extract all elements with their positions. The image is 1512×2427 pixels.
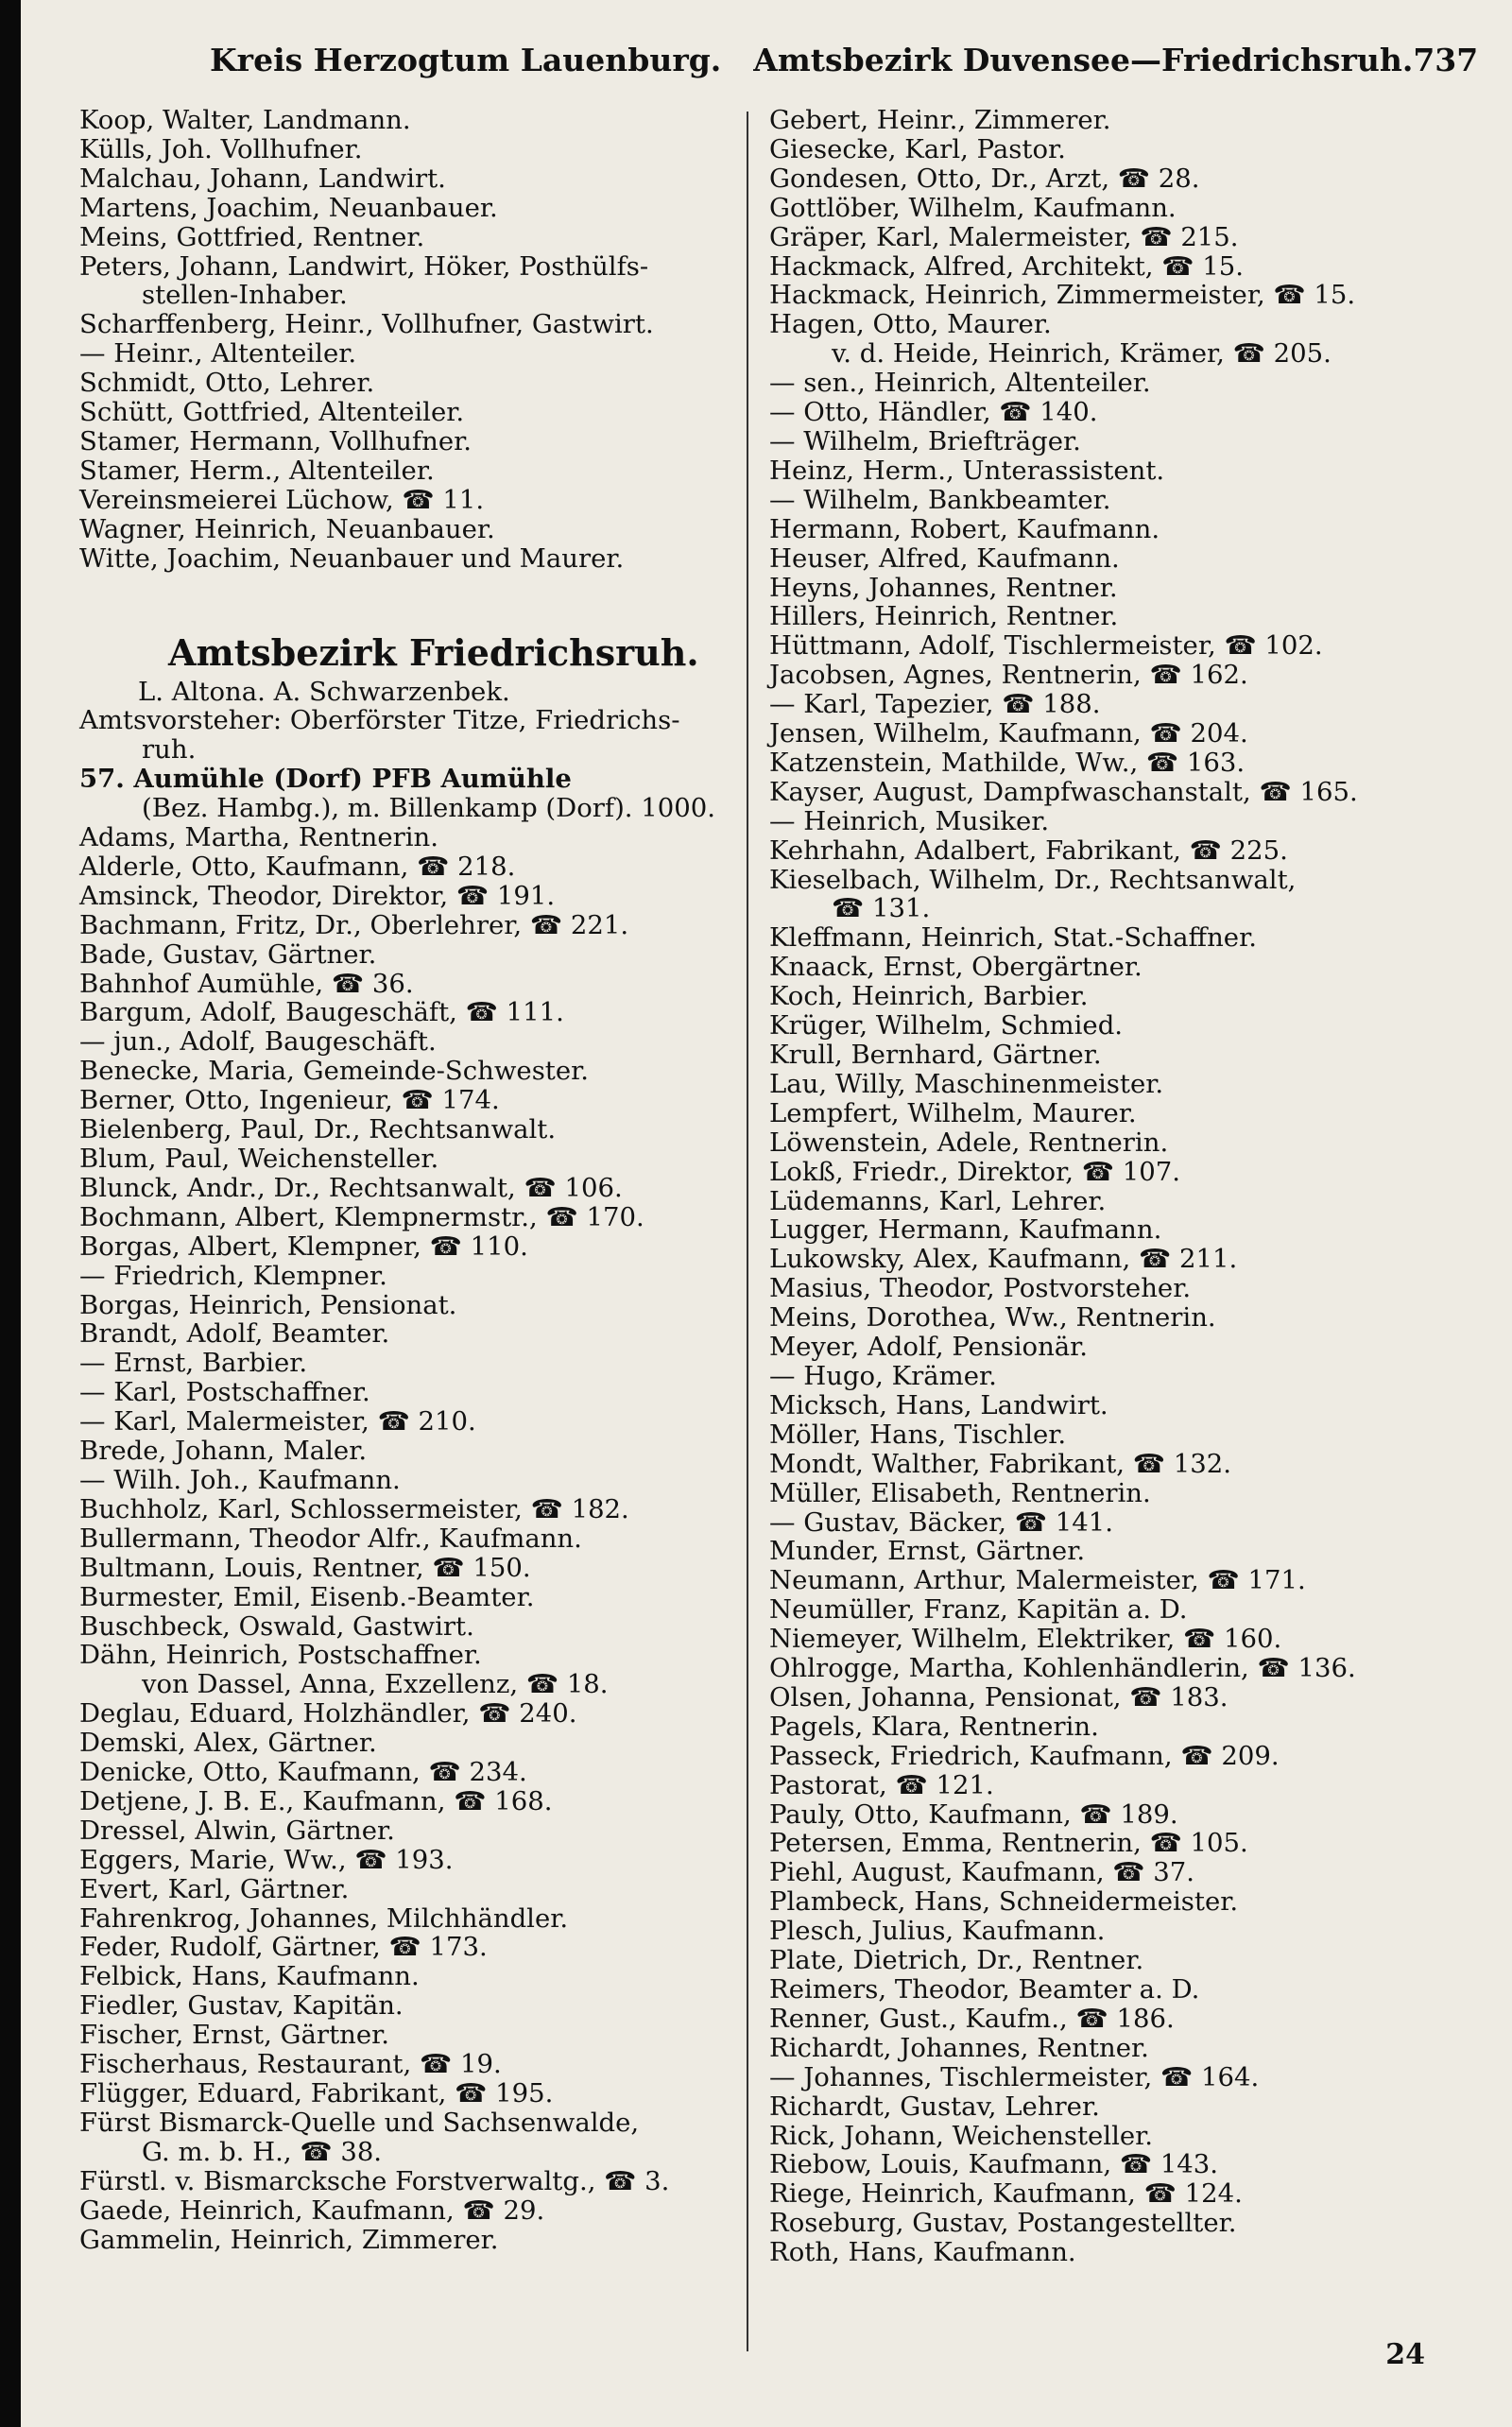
directory-entry: Demski, Alex, Gärtner. xyxy=(79,1728,377,1759)
directory-entry: Stamer, Hermann, Vollhufner. xyxy=(79,425,472,456)
directory-entry: Burmester, Emil, Eisenb.-Beamter. xyxy=(79,1581,535,1612)
directory-entry: Passeck, Friedrich, Kaufmann, ☎ 209. xyxy=(769,1740,1280,1771)
directory-entry: Niemeyer, Wilhelm, Elektriker, ☎ 160. xyxy=(769,1624,1282,1655)
directory-entry: Richardt, Johannes, Rentner. xyxy=(769,2032,1149,2063)
directory-entry: Buchholz, Karl, Schlossermeister, ☎ 182. xyxy=(79,1493,629,1524)
directory-entry: — Karl, Tapezier, ☎ 188. xyxy=(769,689,1101,720)
directory-entry: Wagner, Heinrich, Neuanbauer. xyxy=(79,513,495,544)
directory-entry: Heyns, Johannes, Rentner. xyxy=(769,572,1118,603)
directory-entry: Hillers, Heinrich, Rentner. xyxy=(769,601,1119,632)
directory-entry: Bade, Gustav, Gärtner. xyxy=(79,938,377,970)
directory-entry: — jun., Adolf, Baugeschäft. xyxy=(79,1026,437,1058)
directory-entry: Giesecke, Karl, Pastor. xyxy=(769,133,1066,164)
directory-entry: Borgas, Heinrich, Pensionat. xyxy=(79,1289,457,1320)
entry-continuation: ruh. xyxy=(142,734,197,766)
directory-entry: Krull, Bernhard, Gärtner. xyxy=(769,1040,1102,1070)
left-column xyxy=(79,106,731,2254)
directory-entry: Deglau, Eduard, Holzhändler, ☎ 240. xyxy=(79,1698,577,1730)
directory-entry: Blunck, Andr., Dr., Rechtsanwalt, ☎ 106. xyxy=(79,1172,623,1203)
column-divider xyxy=(747,112,748,2351)
directory-entry: Stamer, Herm., Altenteiler. xyxy=(79,455,435,486)
directory-entry: Peters, Johann, Landwirt, Höker, Posthülfs- xyxy=(79,250,649,282)
directory-entry: Möller, Hans, Tischler. xyxy=(769,1419,1067,1450)
directory-entry: Pauly, Otto, Kaufmann, ☎ 189. xyxy=(769,1799,1178,1830)
right-column xyxy=(769,106,1497,2267)
directory-entry: Micksch, Hans, Landwirt. xyxy=(769,1389,1108,1420)
header-amtsbezirk: Amtsbezirk Duvensee—Friedrichsruh. xyxy=(753,42,1414,78)
directory-entry: Alderle, Otto, Kaufmann, ☎ 218. xyxy=(79,851,516,882)
directory-entry: Pastorat, ☎ 121. xyxy=(769,1769,994,1800)
directory-entry: Plambeck, Hans, Schneidermeister. xyxy=(769,1886,1239,1918)
directory-entry: Bochmann, Albert, Klempnermstr., ☎ 170. xyxy=(79,1201,644,1232)
directory-entry: — Wilh. Joh., Kaufmann. xyxy=(79,1464,401,1495)
directory-entry: Fürst Bismarck-Quelle und Sachsenwalde, xyxy=(79,2107,640,2138)
directory-entry: — Otto, Händler, ☎ 140. xyxy=(769,397,1098,428)
directory-entry: Witte, Joachim, Neuanbauer und Maurer. xyxy=(79,542,625,574)
directory-entry: Bahnhof Aumühle, ☎ 36. xyxy=(79,968,414,999)
directory-entry: Lukowsky, Alex, Kaufmann, ☎ 211. xyxy=(769,1244,1238,1275)
directory-entry: Heuser, Alfred, Kaufmann. xyxy=(769,542,1120,574)
entry-continuation: von Dassel, Anna, Exzellenz, ☎ 18. xyxy=(142,1669,609,1700)
directory-entry: Jensen, Wilhelm, Kaufmann, ☎ 204. xyxy=(769,718,1248,749)
directory-entry: Kehrhahn, Adalbert, Fabrikant, ☎ 225. xyxy=(769,835,1288,866)
section-subtitle: L. Altona. A. Schwarzenbek. xyxy=(138,676,510,707)
directory-entry: Kleffmann, Heinrich, Stat.-Schaffner. xyxy=(769,922,1257,954)
directory-entry: Dressel, Alwin, Gärtner. xyxy=(79,1815,395,1846)
directory-entry: Eggers, Marie, Ww., ☎ 193. xyxy=(79,1844,454,1875)
directory-entry: Gebert, Heinr., Zimmerer. xyxy=(769,105,1111,135)
directory-entry: Krüger, Wilhelm, Schmied. xyxy=(769,1010,1124,1041)
directory-entry: Flügger, Eduard, Fabrikant, ☎ 195. xyxy=(79,2078,554,2109)
directory-entry: — Friedrich, Klempner. xyxy=(79,1260,387,1291)
directory-entry: Gaede, Heinrich, Kaufmann, ☎ 29. xyxy=(79,2195,545,2226)
directory-entry: Riebow, Louis, Kaufmann, ☎ 143. xyxy=(769,2149,1219,2180)
directory-entry: — Karl, Postschaffner. xyxy=(79,1377,370,1408)
directory-entry: Meyer, Adolf, Pensionär. xyxy=(769,1332,1089,1363)
directory-entry: Brede, Johann, Maler. xyxy=(79,1436,368,1467)
directory-entry: Piehl, August, Kaufmann, ☎ 37. xyxy=(769,1857,1195,1888)
directory-entry: Fischerhaus, Restaurant, ☎ 19. xyxy=(79,2049,502,2080)
directory-entry: Neumann, Arthur, Malermeister, ☎ 171. xyxy=(769,1565,1306,1596)
directory-entry: Löwenstein, Adele, Rentnerin. xyxy=(769,1127,1169,1158)
header-district: Kreis Herzogtum Lauenburg. xyxy=(210,42,722,78)
entry-continuation: (Bez. Hambg.), m. Billenkamp (Dorf). 1000. xyxy=(142,793,716,824)
place-heading: 57. Aumühle (Dorf) PFB Aumühle xyxy=(79,764,572,795)
signature-mark: 24 xyxy=(1385,2338,1425,2371)
directory-entry: Külls, Joh. Vollhufner. xyxy=(79,133,363,164)
page-number: 737 xyxy=(1413,42,1479,78)
directory-entry: Lokß, Friedr., Direktor, ☎ 107. xyxy=(769,1156,1180,1187)
directory-entry: Knaack, Ernst, Obergärtner. xyxy=(769,952,1143,983)
directory-entry: Fahrenkrog, Johannes, Milchhändler. xyxy=(79,1902,569,1934)
directory-entry: Detjene, J. B. E., Kaufmann, ☎ 168. xyxy=(79,1785,553,1816)
directory-entry: — Gustav, Bäcker, ☎ 141. xyxy=(769,1506,1114,1538)
directory-entry: Amtsvorsteher: Oberförster Titze, Friedrichs- xyxy=(79,705,680,736)
directory-entry: Kieselbach, Wilhelm, Dr., Rechtsanwalt, xyxy=(769,864,1297,895)
directory-entry: Meins, Gottfried, Rentner. xyxy=(79,221,425,252)
directory-entry: Ohlrogge, Martha, Kohlenhändlerin, ☎ 136. xyxy=(769,1653,1356,1684)
directory-entry: Munder, Ernst, Gärtner. xyxy=(769,1536,1086,1567)
directory-entry: Gräper, Karl, Malermeister, ☎ 215. xyxy=(769,221,1239,252)
directory-entry: Müller, Elisabeth, Rentnerin. xyxy=(769,1477,1151,1508)
spacer xyxy=(79,574,731,628)
directory-entry: Adams, Martha, Rentnerin. xyxy=(79,822,438,853)
directory-entry: Bachmann, Fritz, Dr., Oberlehrer, ☎ 221. xyxy=(79,909,629,940)
directory-entry: Bultmann, Louis, Rentner, ☎ 150. xyxy=(79,1552,531,1583)
directory-entry: — Wilhelm, Bankbeamter. xyxy=(769,484,1111,515)
directory-entry: Katzenstein, Mathilde, Ww., ☎ 163. xyxy=(769,747,1246,778)
directory-entry: Brandt, Adolf, Beamter. xyxy=(79,1318,390,1350)
directory-entry: Reimers, Theodor, Beamter a. D. xyxy=(769,1974,1200,2005)
directory-entry: Bargum, Adolf, Baugeschäft, ☎ 111. xyxy=(79,997,564,1028)
directory-entry: Lempfert, Wilhelm, Maurer. xyxy=(769,1097,1137,1128)
directory-entry: Roth, Hans, Kaufmann. xyxy=(769,2237,1076,2268)
directory-entry: Gammelin, Heinrich, Zimmerer. xyxy=(79,2224,499,2255)
directory-entry: Schütt, Gottfried, Altenteiler. xyxy=(79,397,465,428)
directory-entry: Koch, Heinrich, Barbier. xyxy=(769,981,1089,1012)
directory-entry: Neumüller, Franz, Kapitän a. D. xyxy=(769,1594,1188,1626)
directory-entry: Gondesen, Otto, Dr., Arzt, ☎ 28. xyxy=(769,163,1200,194)
directory-entry: Masius, Theodor, Postvorsteher. xyxy=(769,1273,1192,1304)
directory-entry: Bielenberg, Paul, Dr., Rechtsanwalt. xyxy=(79,1114,557,1145)
directory-entry: — Heinr., Altenteiler. xyxy=(79,338,357,370)
directory-entry: Roseburg, Gustav, Postangestellter. xyxy=(769,2208,1237,2239)
directory-entry: Heinz, Herm., Unterassistent. xyxy=(769,455,1165,486)
directory-entry: — Hugo, Krämer. xyxy=(769,1360,997,1391)
directory-entry: Felbick, Hans, Kaufmann. xyxy=(79,1961,420,1992)
directory-entry: Hermann, Robert, Kaufmann. xyxy=(769,513,1160,544)
directory-entry: Olsen, Johanna, Pensionat, ☎ 183. xyxy=(769,1681,1228,1713)
directory-entry: Schmidt, Otto, Lehrer. xyxy=(79,368,375,399)
entry-continuation: stellen-Inhaber. xyxy=(142,280,348,311)
directory-entry: Hagen, Otto, Maurer. xyxy=(769,309,1052,340)
directory-entry: Martens, Joachim, Neuanbauer. xyxy=(79,192,498,223)
directory-entry: Lau, Willy, Maschinenmeister. xyxy=(769,1068,1164,1099)
directory-entry: Richardt, Gustav, Lehrer. xyxy=(769,2091,1100,2122)
directory-entry: Koop, Walter, Landmann. xyxy=(79,105,411,135)
directory-entry: Mondt, Walther, Fabrikant, ☎ 132. xyxy=(769,1448,1231,1479)
directory-entry: Renner, Gust., Kaufm., ☎ 186. xyxy=(769,2003,1175,2034)
directory-entry: Gottlöber, Wilhelm, Kaufmann. xyxy=(769,192,1177,223)
directory-entry: Vereinsmeierei Lüchow, ☎ 11. xyxy=(79,484,485,515)
directory-entry: Petersen, Emma, Rentnerin, ☎ 105. xyxy=(769,1828,1248,1859)
directory-entry: Amsinck, Theodor, Direktor, ☎ 191. xyxy=(79,880,556,911)
directory-entry: — Johannes, Tischlermeister, ☎ 164. xyxy=(769,2061,1260,2092)
directory-entry: Riege, Heinrich, Kaufmann, ☎ 124. xyxy=(769,2178,1243,2210)
directory-entry: — sen., Heinrich, Altenteiler. xyxy=(769,368,1151,399)
directory-entry: Hackmack, Alfred, Architekt, ☎ 15. xyxy=(769,250,1244,282)
directory-entry: — Wilhelm, Briefträger. xyxy=(769,425,1081,456)
directory-entry: Scharffenberg, Heinr., Vollhufner, Gastwirt. xyxy=(79,309,654,340)
entry-continuation: ☎ 131. xyxy=(832,893,931,924)
directory-entry: — Ernst, Barbier. xyxy=(79,1348,308,1379)
section-title: Amtsbezirk Friedrichsruh. xyxy=(168,630,699,674)
directory-entry: — Karl, Malermeister, ☎ 210. xyxy=(79,1406,476,1437)
directory-entry: Berner, Otto, Ingenieur, ☎ 174. xyxy=(79,1085,500,1116)
directory-entry: — Heinrich, Musiker. xyxy=(769,805,1050,836)
entry-continuation: v. d. Heide, Heinrich, Krämer, ☎ 205. xyxy=(832,338,1332,370)
entry-continuation: G. m. b. H., ☎ 38. xyxy=(142,2136,383,2167)
directory-entry: Jacobsen, Agnes, Rentnerin, ☎ 162. xyxy=(769,660,1248,691)
directory-entry: Denicke, Otto, Kaufmann, ☎ 234. xyxy=(79,1757,527,1788)
directory-entry: Hüttmann, Adolf, Tischlermeister, ☎ 102. xyxy=(769,630,1323,662)
directory-entry: Plesch, Julius, Kaufmann. xyxy=(769,1916,1106,1947)
directory-entry: Hackmack, Heinrich, Zimmermeister, ☎ 15. xyxy=(769,280,1356,311)
directory-entry: Kayser, August, Dampfwaschanstalt, ☎ 165. xyxy=(769,776,1358,807)
directory-entry: Blum, Paul, Weichensteller. xyxy=(79,1144,439,1174)
directory-entry: Plate, Dietrich, Dr., Rentner. xyxy=(769,1945,1144,1976)
directory-entry: Evert, Karl, Gärtner. xyxy=(79,1873,350,1904)
directory-entry: Dähn, Heinrich, Postschaffner. xyxy=(79,1640,482,1671)
directory-entry: Lugger, Hermann, Kaufmann. xyxy=(769,1214,1162,1246)
running-head xyxy=(210,42,1479,89)
directory-entry: Feder, Rudolf, Gärtner, ☎ 173. xyxy=(79,1932,488,1963)
directory-entry: Fürstl. v. Bismarcksche Forstverwaltg., ☎ 3. xyxy=(79,2165,670,2196)
directory-entry: Pagels, Klara, Rentnerin. xyxy=(769,1711,1099,1742)
directory-entry: Malchau, Johann, Landwirt. xyxy=(79,163,446,194)
directory-entry: Fiedler, Gustav, Kapitän. xyxy=(79,1990,404,2022)
directory-entry: Rick, Johann, Weichensteller. xyxy=(769,2120,1154,2151)
directory-entry: Fischer, Ernst, Gärtner. xyxy=(79,2020,389,2051)
directory-entry: Bullermann, Theodor Alfr., Kaufmann. xyxy=(79,1523,582,1554)
directory-entry: Meins, Dorothea, Ww., Rentnerin. xyxy=(769,1302,1216,1334)
directory-entry: Borgas, Albert, Klempner, ☎ 110. xyxy=(79,1231,528,1262)
directory-entry: Lüdemanns, Karl, Lehrer. xyxy=(769,1185,1107,1216)
directory-entry: Benecke, Maria, Gemeinde-Schwester. xyxy=(79,1056,590,1087)
directory-entry: Buschbeck, Oswald, Gastwirt. xyxy=(79,1610,474,1642)
